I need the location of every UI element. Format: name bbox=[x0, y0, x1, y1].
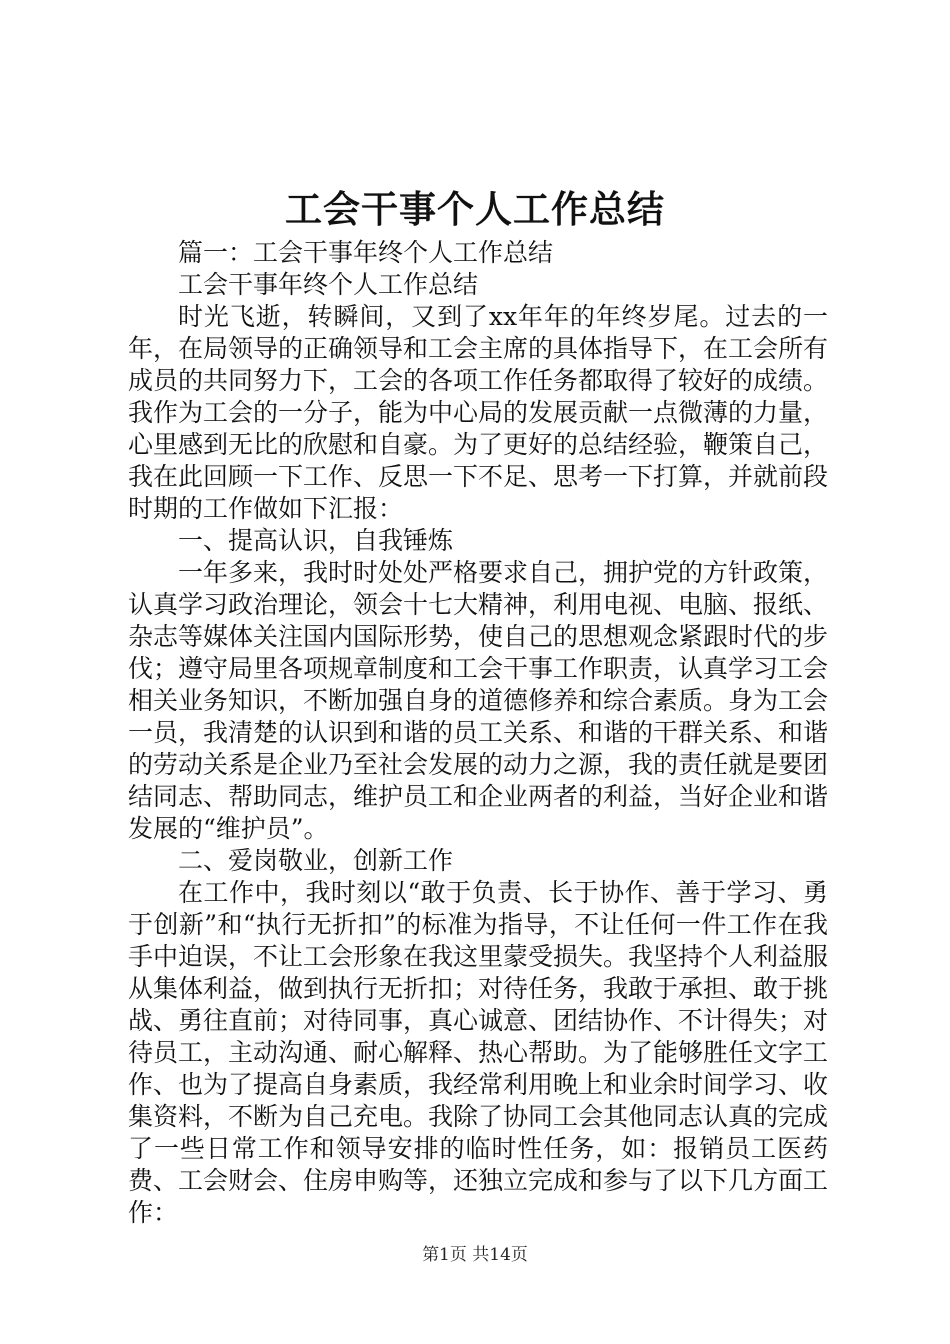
section-heading: 篇一：工会干事年终个人工作总结 bbox=[178, 238, 554, 267]
paragraph-section-1: 一年多来，我时时处处严格要求自己，拥护党的方针政策，认真学习政治理论，领会十七大精神，利用电视、电脑、报纸、杂志等媒体关注国内国际形势，使自己的思想观念紧跟时代的步伐；遵守局里各项规章制度和工会干事工作职责，认真学习工会相关业务知识，不断加强自身的道德修养和综合素质。身为工会一员，我清楚的认识到和谐的员工关系、和谐的干群关系、和谐的劳动关系是企业乃至社会发展的动力之源，我的责任就是要团结同志、帮助同志，维护员工和企业两者的利益，当好企业和谐发展的“维护员”。 bbox=[128, 558, 829, 843]
page-number: 第1页 共14页 bbox=[422, 1245, 528, 1265]
paragraph-section-2: 在工作中，我时刻以“敢于负责、长于协作、善于学习、勇于创新”和“执行无折扣”的标准为指导，不让任何一件工作在我手中迫误，不让工会形象在我这里蒙受损失。我坚持个人利益服从集体利益，做到执行无折扣；对待任务，我敢于承担、敢于挑战、勇往直前；对待同事，真心诚意、团结协作、不计得失；对待员工，主动沟通、耐心解释、热心帮助。为了能够胜任文字工作、也为了提高自身素质，我经常利用晚上和业余时间学习、收集资料，不断为自己充电。我除了协同工会其他同志认真的完成了一些日常工作和领导安排的临时性任务，如：报销员工医药费、工会财会、住房申购等，还独立完成和参与了以下几方面工作： bbox=[128, 878, 829, 1227]
section-heading-2: 二、爱岗敬业，创新工作 bbox=[178, 846, 454, 875]
document-title: 工会干事个人工作总结 bbox=[285, 187, 665, 231]
section-heading-1: 一、提高认识，自我锤炼 bbox=[178, 526, 454, 555]
paragraph-intro: 时光飞逝，转瞬间，又到了xx年年的年终岁尾。过去的一年，在局领导的正确领导和工会主席的具体指导下，在工会所有成员的共同努力下，工会的各项工作任务都取得了较好的成绩。我作为工会的一分子，能为中心局的发展贡献一点微薄的力量，心里感到无比的欣慰和自豪。为了更好的总结经验，鞭策自己，我在此回顾一下工作、反思一下不足、思考一下打算，并就前段时期的工作做如下汇报： bbox=[128, 302, 829, 523]
subtitle: 工会干事年终个人工作总结 bbox=[178, 270, 479, 299]
document-body bbox=[128, 237, 828, 1229]
